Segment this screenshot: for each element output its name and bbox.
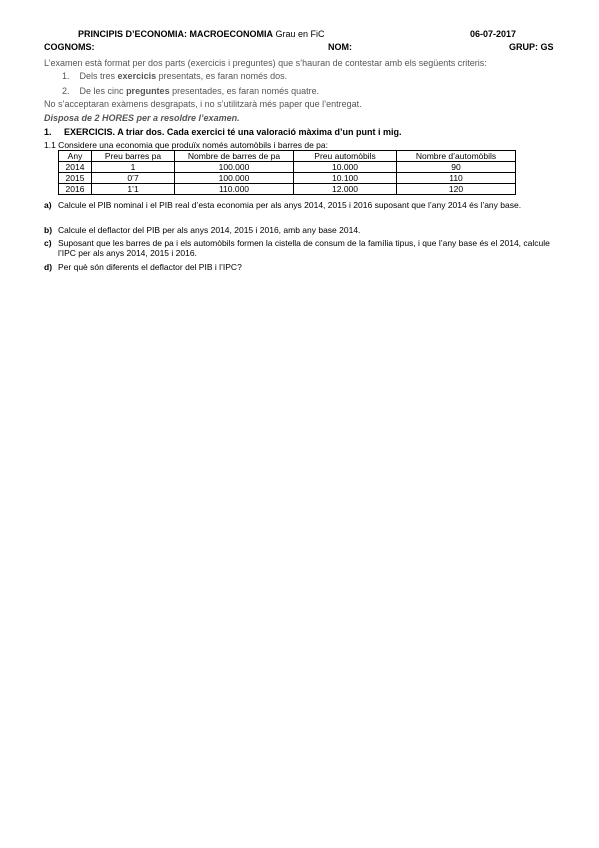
question-label: c): [44, 238, 52, 248]
table-row: [59, 173, 516, 184]
table-cell: 1’1: [92, 184, 175, 195]
intro-item-2: [62, 86, 319, 97]
exam-duration: Disposa de 2 HORES per a resoldre l’examen.: [44, 113, 240, 123]
table-cell: 10.000: [294, 162, 397, 173]
intro-item-text: De les cinc: [79, 86, 127, 96]
table-cell: 1: [92, 162, 175, 173]
intro-item-number: 1.: [62, 71, 70, 81]
section-heading: EXERCICIS. A triar dos. Cada exercici té una valoració màxima d’un punt i mig.: [64, 127, 402, 137]
table-header-cell: Nombre d’automòbils: [397, 151, 516, 162]
section-number: 1.: [44, 127, 52, 137]
data-table: [58, 150, 516, 195]
table-header-cell: Preu automòbils: [294, 151, 397, 162]
question-text: Suposant que les barres de pa i els automòbils formen la cistella de consum de la família tipus, i que l’any base és el 2014, calcule l’IPC per als anys 2014, 2015 i 2016.: [58, 238, 550, 258]
question-text: Calcule el PIB nominal i el PIB real d’esta economia per als anys 2014, 2015 i 2016 suposant que l’any 2014 és l’any base.: [58, 200, 522, 210]
table-cell: 0’7: [92, 173, 175, 184]
table-cell: 110: [397, 173, 516, 184]
question-label: d): [44, 262, 53, 272]
question-text: Calcule el deflactor del PIB per als anys 2014, 2015 i 2016, amb any base 2014.: [58, 225, 361, 235]
question-label: b): [44, 225, 53, 235]
intro-item-text: presentades, es faran només quatre.: [169, 86, 320, 96]
question-label: a): [44, 200, 52, 210]
intro-item-1: [62, 71, 287, 82]
question-text: Per què són diferents el deflactor del PIB i l’IPC?: [58, 262, 242, 272]
exam-title: [78, 29, 325, 40]
table-cell: 110.000: [175, 184, 294, 195]
table-header-row: [59, 151, 516, 162]
exam-title-bold: PRINCIPIS D’ECONOMIA: MACROECONOMIA: [78, 29, 274, 39]
surname-label: COGNOMS:: [44, 42, 95, 52]
table-cell: 2014: [59, 162, 92, 173]
table-cell: 10.100: [294, 173, 397, 184]
exam-date: 06-07-2017: [470, 29, 517, 39]
group-label: GRUP: GS: [509, 42, 554, 52]
intro-item-number: 2.: [62, 86, 70, 96]
exam-title-degree: Grau en FiC: [273, 29, 325, 39]
intro-item-text: Dels tres: [79, 71, 118, 81]
exercise-statement: 1.1 Considere una economia que produïx només automòbils i barres de pa:: [44, 140, 328, 150]
table-row: [59, 184, 516, 195]
table-header-cell: Preu barres pa: [92, 151, 175, 162]
section-title: [44, 127, 401, 138]
table-cell: 100.000: [175, 162, 294, 173]
table-cell: 12.000: [294, 184, 397, 195]
table-cell: 120: [397, 184, 516, 195]
intro-text: L’examen està format per dos parts (exercicis i preguntes) que s’hauran de contestar amb els següents criteris:: [44, 58, 487, 68]
table-header-cell: Any: [59, 151, 92, 162]
intro-item-keyword: exercicis: [117, 71, 157, 81]
table-cell: 2015: [59, 173, 92, 184]
intro-item-text: presentats, es faran només dos.: [156, 71, 288, 81]
table-header-cell: Nombre de barres de pa: [175, 151, 294, 162]
table-row: [59, 162, 516, 173]
intro-item-keyword: preguntes: [126, 86, 170, 96]
table-cell: 100.000: [175, 173, 294, 184]
table-cell: 90: [397, 162, 516, 173]
name-label: NOM:: [328, 42, 352, 52]
exam-rule: No s’acceptaran exàmens desgrapats, i no s’utilitzarà més paper que l’entregat.: [44, 99, 362, 109]
table-cell: 2016: [59, 184, 92, 195]
